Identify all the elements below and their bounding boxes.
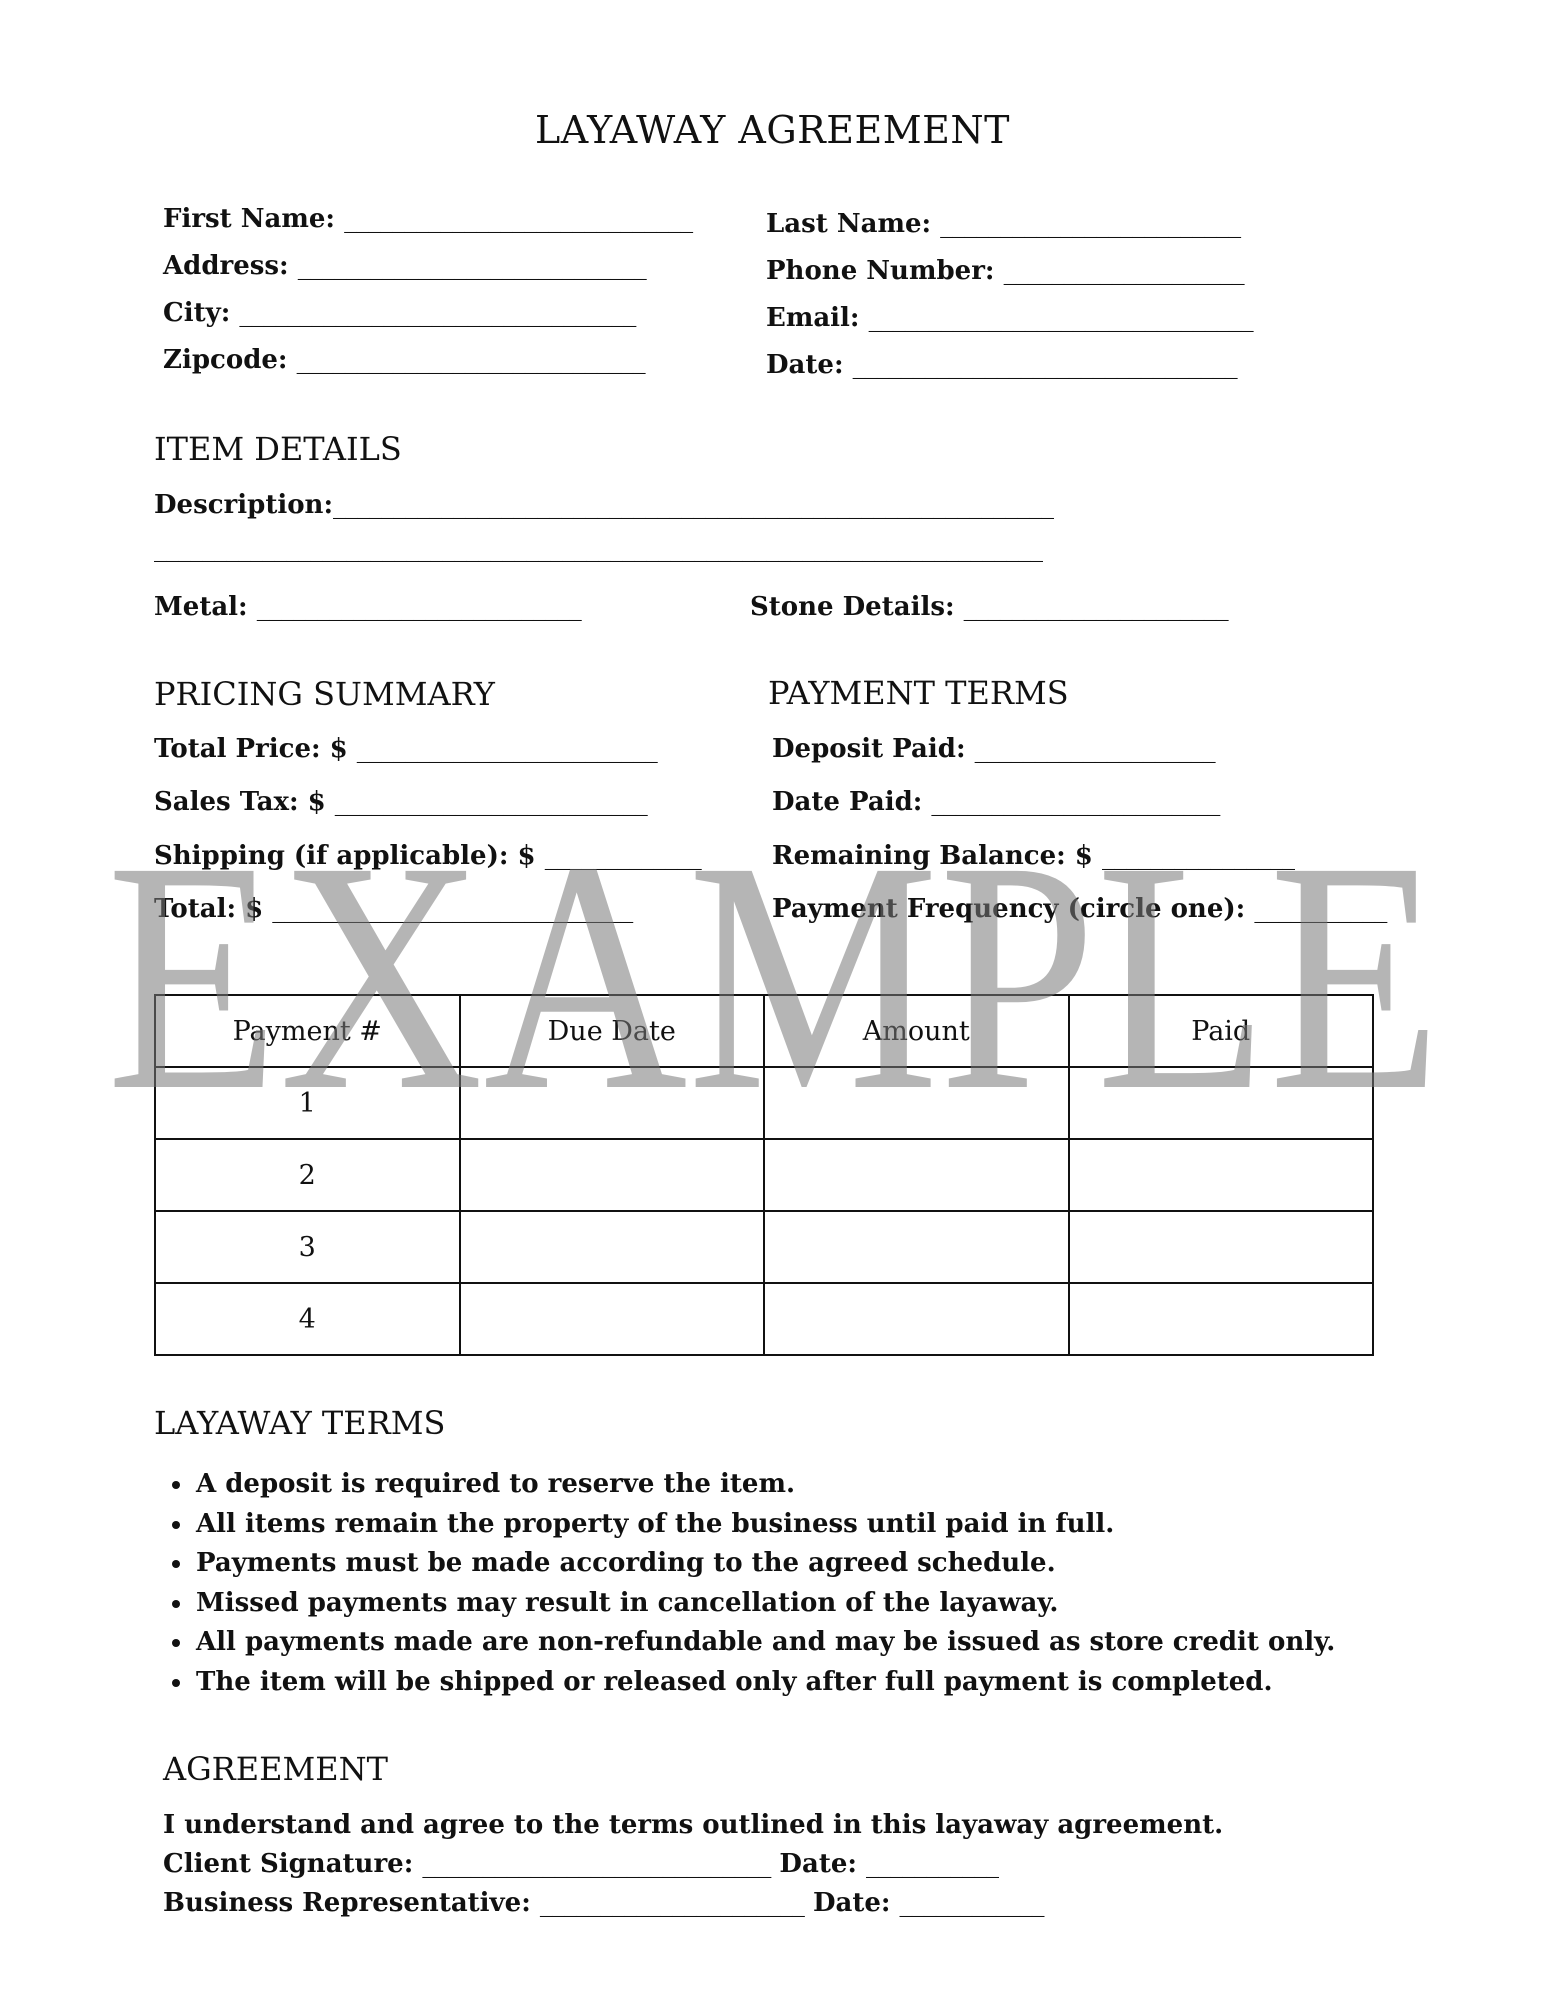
- amount-cell[interactable]: [764, 1139, 1069, 1211]
- zipcode-label: Zipcode:: [163, 345, 288, 375]
- payment-number-cell: 4: [155, 1283, 460, 1355]
- agreement-statement: I understand and agree to the terms outlined in this layaway agreement.: [163, 1810, 1224, 1840]
- remaining-balance-field[interactable]: Remaining Balance: $ ________________: [772, 841, 1294, 871]
- metal-label: Metal:: [154, 592, 248, 622]
- address-field[interactable]: Address: _____________________________: [163, 251, 646, 281]
- payment-number-cell: 2: [155, 1139, 460, 1211]
- business-rep-label: Business Representative:: [163, 1888, 531, 1918]
- paid-cell[interactable]: [1069, 1211, 1374, 1283]
- deposit-paid-field[interactable]: Deposit Paid: ____________________: [772, 734, 1215, 764]
- phone-number-label: Phone Number:: [766, 256, 995, 286]
- last-name-label: Last Name:: [766, 209, 932, 239]
- amount-header: Amount: [764, 995, 1069, 1067]
- list-item: • A deposit is required to reserve the item.: [194, 1465, 1335, 1505]
- remaining-balance-label: Remaining Balance: $: [772, 841, 1093, 871]
- paid-header: Paid: [1069, 995, 1374, 1067]
- due-date-cell[interactable]: [460, 1283, 765, 1355]
- zipcode-field[interactable]: Zipcode: _____________________________: [163, 345, 645, 375]
- agreement-heading: AGREEMENT: [163, 1750, 388, 1788]
- payment-terms-heading: PAYMENT TERMS: [768, 674, 1069, 712]
- stone-details-label: Stone Details:: [750, 592, 955, 622]
- address-label: Address:: [163, 251, 289, 281]
- payment-frequency-label: Payment Frequency (circle one):: [772, 894, 1246, 924]
- due-date-cell[interactable]: [460, 1211, 765, 1283]
- paid-cell[interactable]: [1069, 1139, 1374, 1211]
- paid-cell[interactable]: [1069, 1067, 1374, 1139]
- client-signature-label: Client Signature:: [163, 1849, 414, 1879]
- description-label: Description:: [154, 490, 334, 520]
- business-rep-date-label: Date:: [812, 1888, 891, 1918]
- amount-cell[interactable]: [764, 1283, 1069, 1355]
- business-rep-field[interactable]: Business Representative: ______________________ Date: ____________: [163, 1888, 1044, 1918]
- first-name-label: First Name:: [163, 204, 335, 234]
- stone-details-field[interactable]: Stone Details: ______________________: [750, 592, 1228, 622]
- due-date-header: Due Date: [460, 995, 765, 1067]
- description-line-2[interactable]: __________________________________________________________________________: [154, 533, 1042, 563]
- paid-cell[interactable]: [1069, 1283, 1374, 1355]
- table-row: [155, 1283, 1373, 1355]
- payment-number-cell: 3: [155, 1211, 460, 1283]
- last-name-field[interactable]: Last Name: _________________________: [766, 209, 1241, 239]
- list-item: • The item will be shipped or released only after full payment is completed.: [194, 1663, 1335, 1703]
- city-label: City:: [163, 298, 231, 328]
- watermark-text: EXAMPLE: [106, 832, 1442, 1102]
- deposit-paid-label: Deposit Paid:: [772, 734, 966, 764]
- payment-frequency-field[interactable]: Payment Frequency (circle one): ___________: [772, 894, 1387, 924]
- date-paid-label: Date Paid:: [772, 787, 923, 817]
- phone-number-field[interactable]: Phone Number: ____________________: [766, 256, 1244, 286]
- table-row: [155, 1139, 1373, 1211]
- shipping-label: Shipping (if applicable): $: [154, 841, 536, 871]
- metal-field[interactable]: Metal: ___________________________: [154, 592, 581, 622]
- client-date-label: Date:: [779, 1849, 857, 1879]
- email-label: Email:: [766, 303, 860, 333]
- date-field[interactable]: Date: ________________________________: [766, 350, 1237, 380]
- shipping-field[interactable]: Shipping (if applicable): $ _____________: [154, 841, 701, 871]
- table-row: [155, 1067, 1373, 1139]
- sales-tax-label: Sales Tax: $: [154, 787, 326, 817]
- list-item: • All payments made are non-refundable and may be issued as store credit only.: [194, 1623, 1335, 1663]
- terms-list: [154, 1465, 1335, 1702]
- payment-number-header: Payment #: [155, 995, 460, 1067]
- email-field[interactable]: Email: ________________________________: [766, 303, 1253, 333]
- total-price-label: Total Price: $: [154, 734, 348, 764]
- payment-schedule-table: [154, 994, 1374, 1356]
- total-price-field[interactable]: Total Price: $ _________________________: [154, 734, 657, 764]
- list-item: • All items remain the property of the business until paid in full.: [194, 1505, 1335, 1545]
- total-label: Total: $: [154, 894, 264, 924]
- list-item: • Payments must be made according to the agreed schedule.: [194, 1544, 1335, 1584]
- first-name-field[interactable]: First Name: _____________________________: [163, 204, 693, 234]
- amount-cell[interactable]: [764, 1067, 1069, 1139]
- table-header-row: [155, 995, 1373, 1067]
- table-row: [155, 1211, 1373, 1283]
- layaway-terms-heading: LAYAWAY TERMS: [154, 1404, 446, 1442]
- payment-number-cell: 1: [155, 1067, 460, 1139]
- document-title: LAYAWAY AGREEMENT: [534, 108, 1011, 152]
- item-details-heading: ITEM DETAILS: [154, 430, 402, 468]
- description-field[interactable]: Description:____________________________________________________________: [154, 490, 1054, 520]
- amount-cell[interactable]: [764, 1211, 1069, 1283]
- date-paid-field[interactable]: Date Paid: ________________________: [772, 787, 1220, 817]
- sales-tax-field[interactable]: Sales Tax: $ __________________________: [154, 787, 647, 817]
- total-field[interactable]: Total: $ ______________________________: [154, 894, 633, 924]
- date-label: Date:: [766, 350, 844, 380]
- list-item: • Missed payments may result in cancellation of the layaway.: [194, 1584, 1335, 1624]
- due-date-cell[interactable]: [460, 1067, 765, 1139]
- city-field[interactable]: City: _________________________________: [163, 298, 636, 328]
- client-signature-field[interactable]: Client Signature: _____________________________ Date: ___________: [163, 1849, 999, 1879]
- due-date-cell[interactable]: [460, 1139, 765, 1211]
- pricing-summary-heading: PRICING SUMMARY: [154, 675, 495, 713]
